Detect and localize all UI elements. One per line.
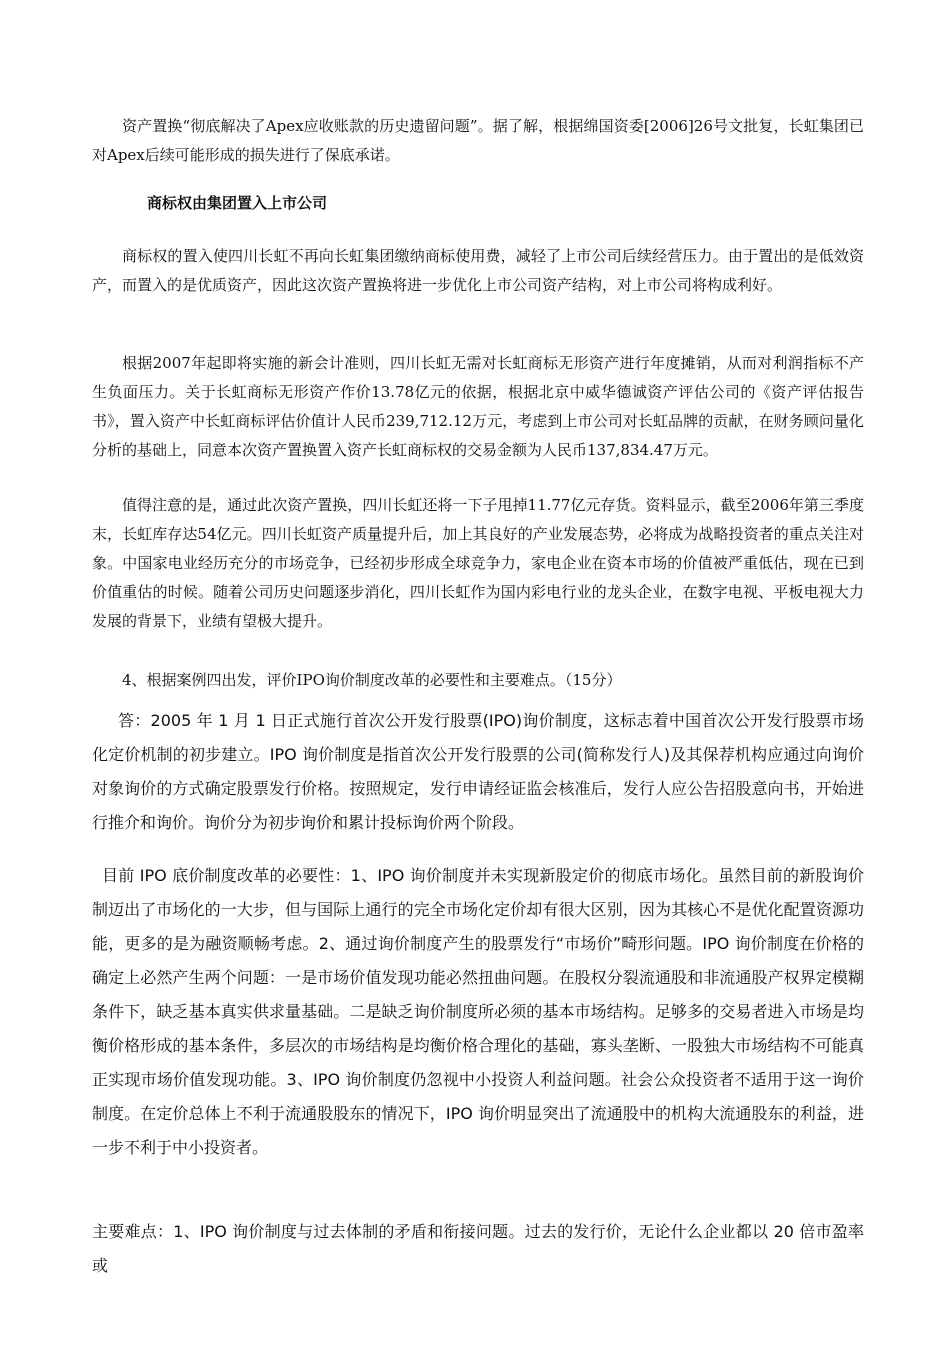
necessity-paragraph: 目前 IPO 底价制度改革的必要性：1、IPO 询价制度并未实现新股定价的彻底市场化。虽然目前的新股询价制迈出了市场化的一大步，但与国际上通行的完全市场化定价却有很大区别，因为其核心不是优化配置资源功能，更多的是为融资顺畅考虑。2、通过询价制度产生的股票发行“市场价”畸形问题。IPO 询价制度在价格的确定上必然产生两个问题：一是市场价值发现功能必然扭曲问题。在股权分裂流通股和非流通股产权界定模糊条件下，缺乏基本真实供求量基础。二是缺乏询价制度所必须的基本市场结构。足够多的交易者进入市场是均衡价格形成的基本条件，多层次的市场结构是均衡价格合理化的基础，寡头垄断、一股独大市场结构不可能真正实现市场价值发现功能。3、IPO 询价制度仍忽视中小投资人利益问题。社会公众投资者不适用于这一询价制度。在定价总体上不利于流通股股东的情况下，IPO 询价明显突出了流通股中的机构大流通股东的利益，进一步不利于中小投资者。	[92, 866, 864, 1157]
answer-paragraph: 答：2005 年 1 月 1 日正式施行首次公开发行股票(IPO)询价制度，这标志着中国首次公开发行股票市场化定价机制的初步建立。IPO 询价制度是指首次公开发行股票的公司(简称发行人)及其保荐机构应通过向询价对象询价的方式确定股票发行价格。按照规定，发行申请经证监会核准后，发行人应公告招股意向书，开始进行推介和询价。询价分为初步询价和累计投标询价两个阶段。	[92, 711, 864, 832]
paragraph-accounting-standard: 根据2007年起即将实施的新会计准则，四川长虹无需对长虹商标无形资产进行年度摊销，从而对利润指标不产生负面压力。关于长虹商标无形资产作价13.78亿元的依据，根据北京中威华德诚资产评估公司的《资产评估报告书》，置入资产中长虹商标评估价值计人民币239,712.12万元，考虑到上市公司对长虹品牌的贡献，在财务顾问量化分析的基础上，同意本次资产置换置入资产长虹商标权的交易金额为人民币137,834.47万元。	[92, 354, 864, 459]
question-4: 4、根据案例四出发，评价IPO询价制度改革的必要性和主要难点。（15分）	[122, 671, 622, 689]
section-heading-trademark: 商标权由集团置入上市公司	[147, 194, 328, 212]
difficulty-paragraph: 主要难点：1、IPO 询价制度与过去体制的矛盾和衔接问题。过去的发行价，无论什么企业都以 20 倍市盈率或	[92, 1222, 864, 1275]
paragraph-inventory: 值得注意的是，通过此次资产置换，四川长虹还将一下子甩掉11.77亿元存货。资料显示，截至2006年第三季度末，长虹库存达54亿元。四川长虹资产质量提升后，加上其良好的产业发展态势，必将成为战略投资者的重点关注对象。中国家电业经历充分的市场竞争，已经初步形成全球竞争力，家电企业在资本市场的价值被严重低估，现在已到价值重估的时候。随着公司历史问题逐步消化，四川长虹作为国内彩电行业的龙头企业，在数字电视、平板电视大力发展的背景下，业绩有望极大提升。	[92, 496, 864, 630]
paragraph-trademark-transfer: 商标权的置入使四川长虹不再向长虹集团缴纳商标使用费，减轻了上市公司后续经营压力。由于置出的是低效资产，而置入的是优质资产，因此这次资产置换将进一步优化上市公司资产结构，对上市公司将构成利好。	[92, 247, 864, 294]
paragraph-apex-asset-swap: 资产置换“彻底解决了Apex应收账款的历史遗留问题”。据了解，根据绵国资委[2006]26号文批复，长虹集团已对Apex后续可能形成的损失进行了保底承诺。	[92, 117, 864, 164]
